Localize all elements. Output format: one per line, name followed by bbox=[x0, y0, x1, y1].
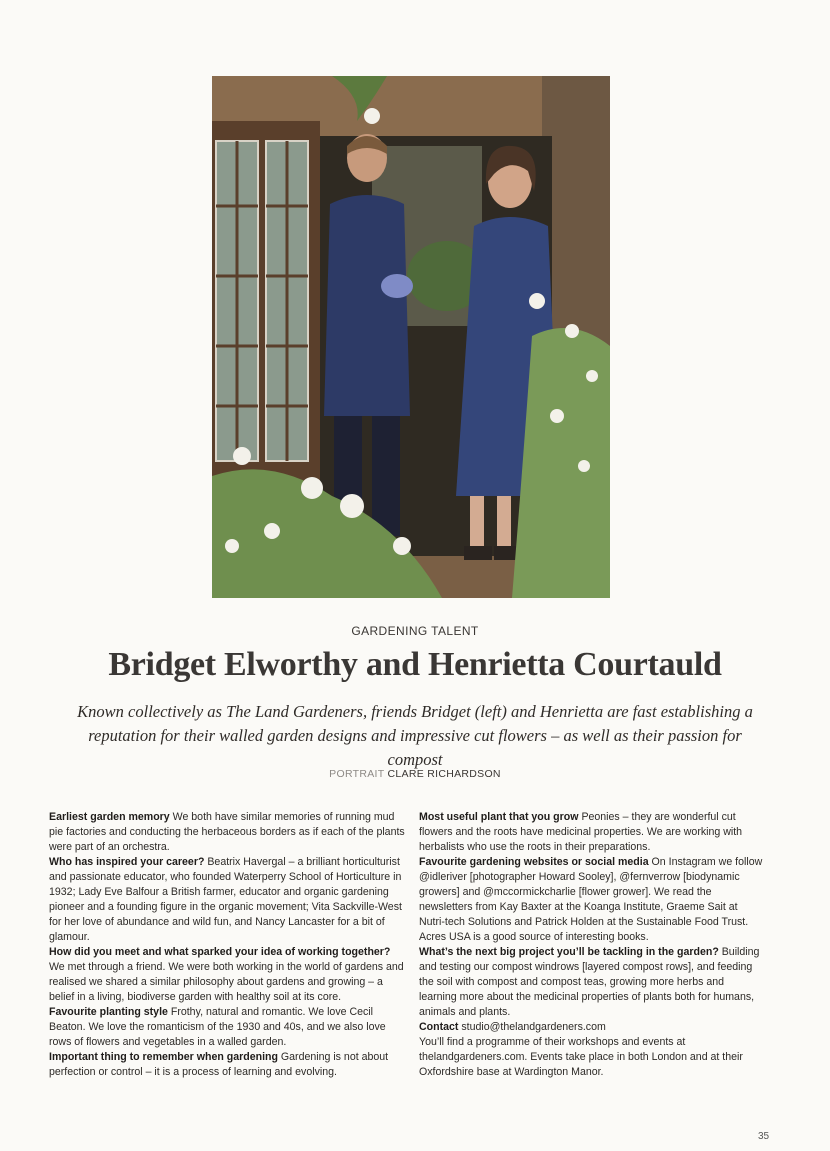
qa-question: What’s the next big project you’ll be tackling in the garden? bbox=[419, 946, 719, 958]
qa-question: Favourite planting style bbox=[49, 1006, 168, 1018]
article-headline: Bridget Elworthy and Henrietta Courtauld bbox=[108, 646, 722, 683]
article-column-right bbox=[419, 810, 764, 1080]
qa-answer: On Instagram we follow @idleriver [photographer Howard Sooley], @fernverrow [biodynamic growers] and @mccormickcharlie [flower grower]. We read the newsletters from Kay Baxter at the Koanga Institute, Graeme Sait at Nutri-tech Solutions and Patrick Holden at the Sustainable Food Trust. Acres USA is a good source of interesting books. bbox=[419, 856, 763, 943]
qa-question: Favourite gardening websites or social media bbox=[419, 856, 649, 868]
standfirst-line-2: reputation for their walled garden designs and impressive cut flowers – as well as their passion for compost bbox=[88, 726, 742, 769]
qa-answer: Beatrix Havergal – a brilliant horticulturist and passionate educator, who founded Waterperry School of Horticulture in 1932; Lady Eve Balfour a British farmer, educator and organic gardening pioneer and a founding figure in the organic movement; Vita Sackville-West for her love of abundance and wild fun, and Nancy Lancaster for a bit of glamour. bbox=[49, 856, 402, 943]
hero-photo bbox=[212, 76, 610, 598]
qa-question: Most useful plant that you grow bbox=[419, 811, 579, 823]
qa-item bbox=[49, 1050, 407, 1080]
qa-item bbox=[419, 1020, 764, 1035]
qa-item bbox=[419, 945, 764, 1020]
qa-question: Who has inspired your career? bbox=[49, 856, 205, 868]
photo-credit bbox=[0, 768, 830, 780]
qa-answer: Gardening is not about perfection or control – it is a process of learning and evolving. bbox=[49, 1051, 389, 1078]
article-standfirst bbox=[60, 700, 770, 772]
section-kicker: GARDENING TALENT bbox=[351, 624, 479, 638]
qa-answer: Building and testing our compost windrows [layered compost rows], and feeding the soil with compost and compost teas, growing more herbs and learning more about the medicinal properties of plants both for humans, animals and plants. bbox=[419, 946, 760, 1018]
article-column-left bbox=[49, 810, 407, 1080]
contact-email: studio@thelandgardeners.com bbox=[458, 1021, 606, 1033]
credit-label: PORTRAIT bbox=[329, 768, 385, 780]
qa-question: Earliest garden memory bbox=[49, 811, 170, 823]
standfirst-line-1: Known collectively as The Land Gardeners, friends Bridget (left) and Henrietta are fast establishing a bbox=[77, 702, 753, 721]
qa-answer: Frothy, natural and romantic. We love Cecil Beaton. We love the romanticism of the 1930 and 40s, and we also love rows of flowers and vegetables in a walled garden. bbox=[49, 1006, 386, 1048]
qa-question: Important thing to remember when gardening bbox=[49, 1051, 278, 1063]
qa-question: How did you meet and what sparked your idea of working together? bbox=[49, 946, 391, 958]
qa-answer: Peonies – they are wonderful cut flowers and the roots have medicinal properties. We are working with herbalists who use the roots in their preparations. bbox=[419, 811, 743, 853]
credit-name: CLARE RICHARDSON bbox=[387, 768, 501, 780]
qa-item bbox=[49, 1005, 407, 1050]
qa-item bbox=[49, 945, 407, 1005]
qa-item bbox=[419, 855, 764, 945]
qa-question: Contact bbox=[419, 1021, 459, 1033]
qa-item bbox=[49, 855, 407, 945]
qa-answer: We both have similar memories of running mud pie factories and conducting the herbaceous borders as if each of the plants were part of an orchestra. bbox=[49, 811, 405, 853]
page-number: 35 bbox=[758, 1131, 770, 1142]
portrait-illustration bbox=[212, 76, 610, 598]
qa-item bbox=[49, 810, 407, 855]
closing-paragraph: You’ll find a programme of their workshops and events at thelandgardeners.com. Events take place in both London and at their Oxfordshire base at Wardington Manor. bbox=[419, 1036, 743, 1078]
qa-answer: We met through a friend. We were both working in the world of gardens and realised we shared a similar philosophy about gardens and growing – a belief in a living, biodiverse garden with healthy soil at its core. bbox=[49, 961, 404, 1003]
qa-item bbox=[419, 810, 764, 855]
